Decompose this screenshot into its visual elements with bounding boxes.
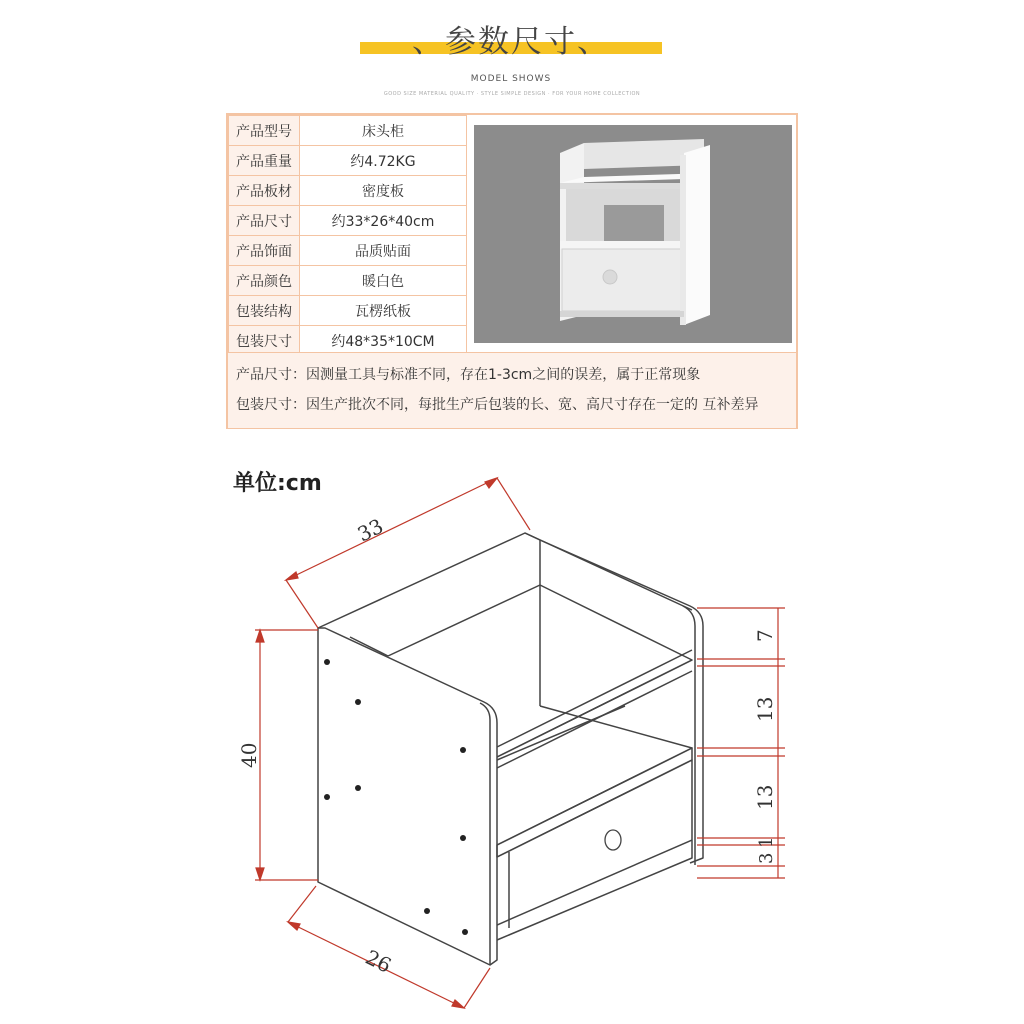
width-label: 33 <box>353 513 388 547</box>
section-tagline: GOOD SIZE MATERIAL QUALITY · STYLE SIMPLE DESIGN · FOR YOUR HOME COLLECTION <box>383 91 641 97</box>
spec-value: 密度板 <box>300 176 467 206</box>
segment-3-label: 13 <box>753 784 777 810</box>
width-dimension-line <box>286 478 497 580</box>
left-side-panel <box>318 628 497 965</box>
middle-shelf <box>497 706 692 845</box>
section-subtitle: MODEL SHOWS <box>470 74 552 84</box>
spec-value: 床头柜 <box>300 116 467 146</box>
spec-value: 约33*26*40cm <box>300 206 467 236</box>
depth-label: 26 <box>361 944 396 978</box>
back-panel-edge <box>525 533 540 585</box>
segment-2-label: 13 <box>753 696 777 722</box>
spec-key: 包装尺寸 <box>229 326 300 356</box>
spec-value: 约48*35*10CM <box>300 326 467 356</box>
drawer-top <box>497 748 692 857</box>
section-title: 、参数尺寸、 <box>412 24 610 60</box>
spec-value: 品质贴面 <box>300 236 467 266</box>
segment-1-label: 7 <box>753 629 777 642</box>
spec-value: 暖白色 <box>300 266 467 296</box>
cabinet-top-outline <box>318 533 692 628</box>
drawer-knob-icon <box>605 830 621 850</box>
height-label: 40 <box>237 742 261 768</box>
segment-4-label: 3 <box>756 852 777 864</box>
right-side-panel <box>540 540 703 863</box>
spec-key: 产品型号 <box>229 116 300 146</box>
spec-key: 产品饰面 <box>229 236 300 266</box>
spec-value: 约4.72KG <box>300 146 467 176</box>
spec-value: 瓦楞纸板 <box>300 296 467 326</box>
unit-label: 单位:cm <box>233 471 322 496</box>
spec-key: 产品尺寸 <box>229 206 300 236</box>
spec-key: 产品重量 <box>229 146 300 176</box>
note-product-size: 产品尺寸：因测量工具与标准不同，存在1-3cm之间的误差，属于正常现象 <box>236 367 701 383</box>
spec-key: 产品颜色 <box>229 266 300 296</box>
spec-key: 包装结构 <box>229 296 300 326</box>
spec-key: 产品板材 <box>229 176 300 206</box>
note-package-size: 包装尺寸：因生产批次不同，每批生产后包装的长、宽、高尺寸存在一定的 互补差异 <box>236 397 759 413</box>
segment-5-label: 1 <box>756 836 777 848</box>
